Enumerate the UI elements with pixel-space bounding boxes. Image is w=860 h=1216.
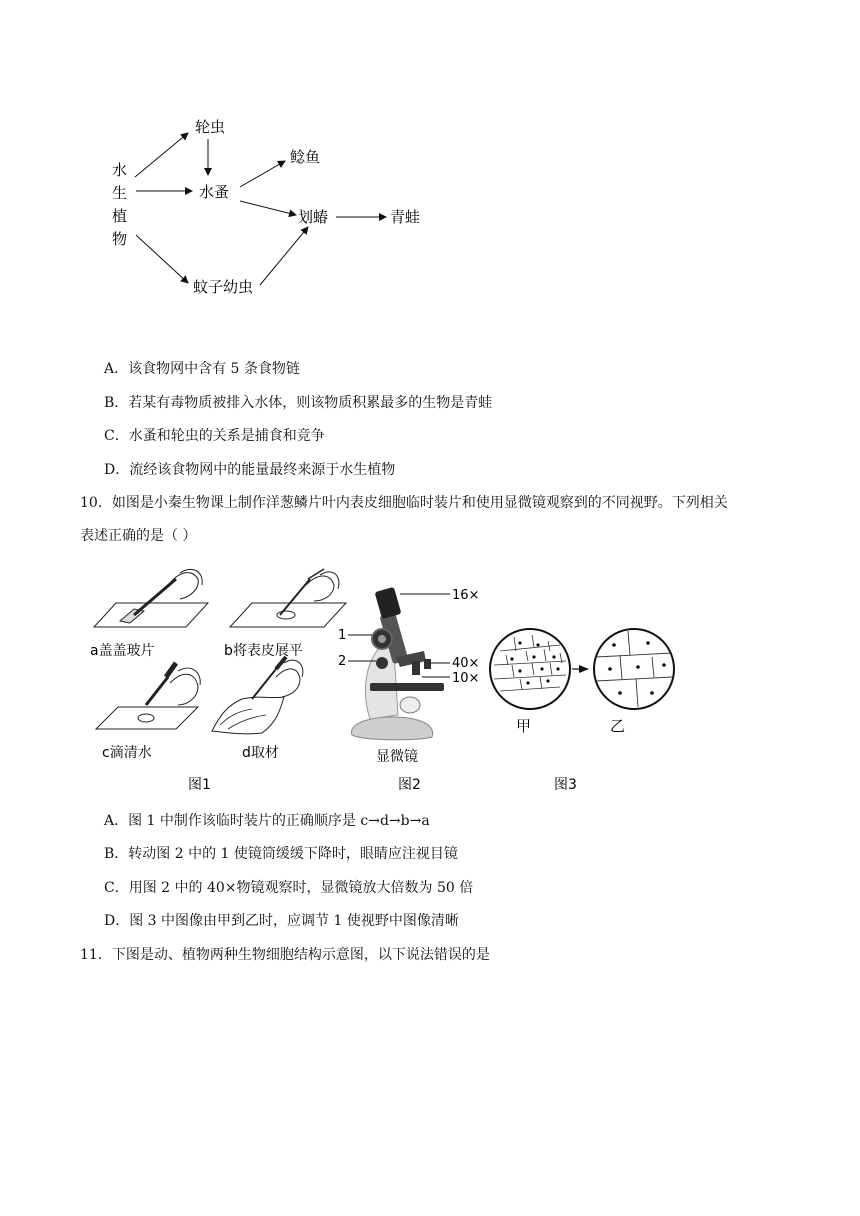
q11-stem: 11．下图是动、植物两种生物细胞结构示意图，以下说法错误的是 — [80, 947, 490, 963]
figure-2-caption: 图2 — [398, 777, 421, 793]
q9-option-a: A．该食物网中含有 5 条食物链 — [104, 361, 300, 377]
q9-option-d: D．流经该食物网中的能量最终来源于水生植物 — [104, 462, 396, 478]
step-a-illustration — [94, 569, 208, 627]
knob-1-label: 1 — [338, 628, 347, 643]
objective-10-label: 10× — [452, 671, 480, 686]
step-d-label: d取材 — [242, 745, 279, 761]
step-b-label: b将表皮展平 — [224, 643, 303, 659]
knob-2-label: 2 — [338, 654, 347, 669]
figure-1-caption: 图1 — [188, 777, 211, 793]
food-web-diagram — [100, 105, 440, 305]
q9-option-b: B．若某有毒物质被排入水体，则该物质积累最多的生物是青蛙 — [104, 395, 493, 411]
step-d-illustration — [212, 657, 303, 734]
q9-option-c: C．水蚤和轮虫的关系是捕食和竞争 — [104, 428, 325, 444]
producer-char: 生 — [112, 184, 128, 202]
view-yi-illustration — [594, 629, 674, 709]
q10-option-d: D．图 3 中图像由甲到乙时，应调节 1 使视野中图像清晰 — [104, 913, 459, 929]
q10-stem-line2: 表述正确的是（ ） — [80, 528, 197, 544]
view-yi-label: 乙 — [610, 717, 626, 735]
microscope-caption: 显微镜 — [376, 749, 418, 765]
producer-char: 植 — [112, 207, 128, 225]
node-fish: 鲶鱼 — [290, 148, 321, 166]
step-c-illustration — [96, 663, 200, 729]
q10-stem-line1: 10．如图是小秦生物课上制作洋葱鳞片叶内表皮细胞临时装片和使用显微镜观察到的不同视野。下列相关 — [80, 495, 728, 511]
q10-option-b: B．转动图 2 中的 1 使镜筒缓缓下降时，眼睛应注视目镜 — [104, 846, 458, 862]
eyepiece-label: 16× — [452, 588, 480, 603]
figure-3-caption: 图3 — [554, 777, 577, 793]
step-a-label: a盖盖玻片 — [90, 643, 155, 659]
objective-40-label: 40× — [452, 656, 480, 671]
q10-option-c: C．用图 2 中的 40×物镜观察时，显微镜放大倍数为 50 倍 — [104, 880, 474, 896]
view-jia-label: 甲 — [516, 717, 532, 735]
view-jia-illustration — [490, 629, 570, 709]
node-mosquito: 蚊子幼虫 — [193, 278, 254, 296]
q10-figure — [80, 565, 700, 797]
node-daphnia: 水蚤 — [199, 183, 230, 201]
producer-char: 物 — [112, 230, 128, 248]
producer-char: 水 — [112, 161, 128, 179]
food-web-arrows — [135, 133, 386, 285]
node-rotifer: 轮虫 — [195, 118, 226, 136]
q10-option-a: A．图 1 中制作该临时装片的正确顺序是 c→d→b→a — [104, 813, 430, 829]
node-frog: 青蛙 — [390, 208, 421, 226]
step-b-illustration — [230, 569, 346, 627]
node-dragonfly: 划蝽 — [298, 208, 329, 226]
step-c-label: c滴清水 — [102, 745, 152, 761]
